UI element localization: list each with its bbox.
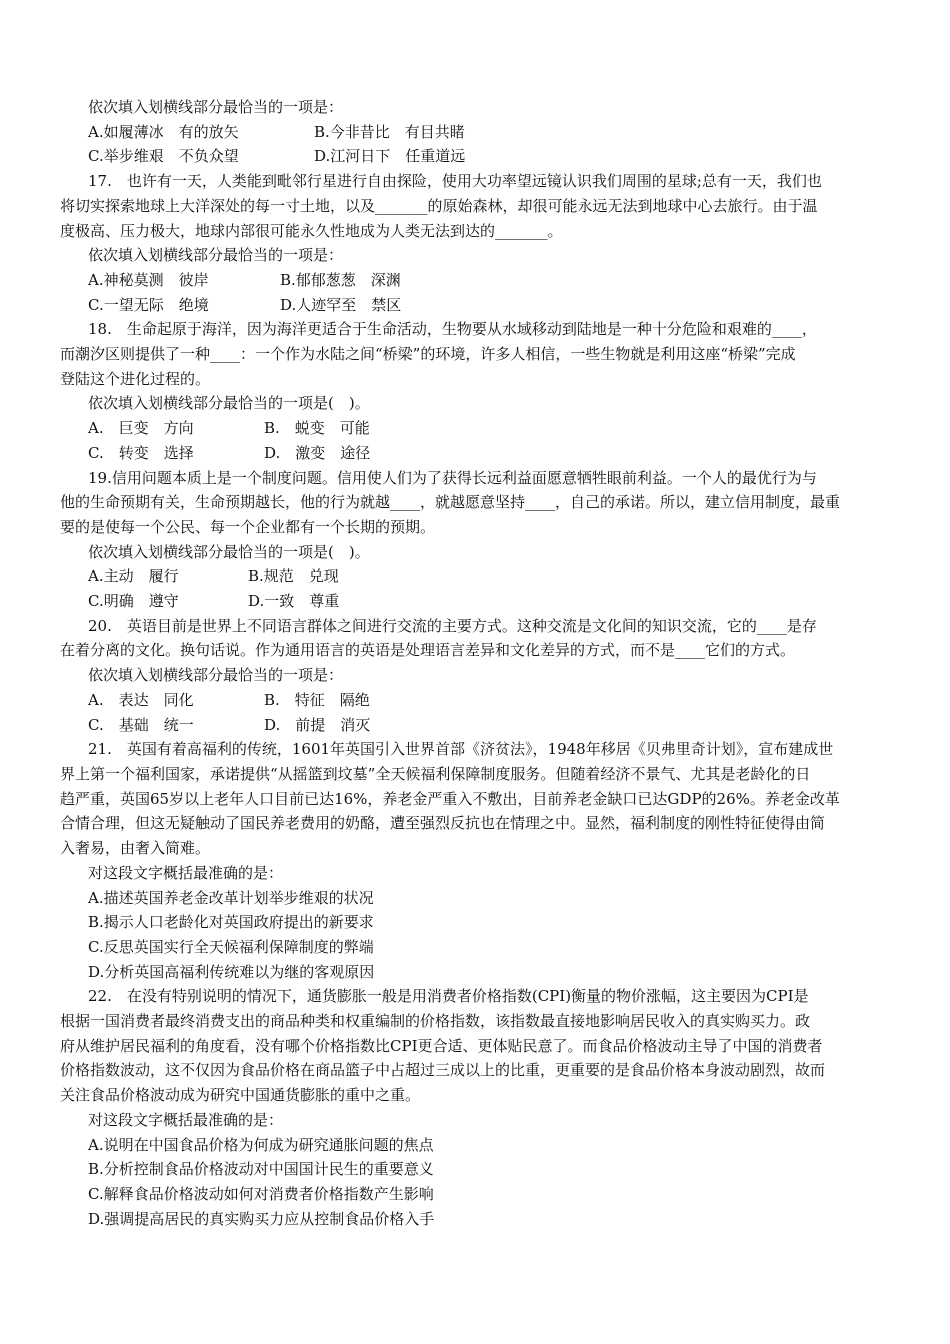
q18-option-b: B. 蜕变 可能 <box>264 419 370 438</box>
q18-text-line-3: 登陆这个进化过程的。 <box>60 369 211 388</box>
q20-text-line-1: 20. 英语目前是世界上不同语言群体之间进行交流的主要方式。这种交流是文化间的知识交流，它的____是存 <box>88 616 817 635</box>
q17-text-line-3: 度极高、压力极大，地球内部很可能永久性地成为人类无法到达的_______。 <box>60 221 563 240</box>
q21-text-line-5: 入奢易，由奢入简难。 <box>60 839 211 858</box>
q22-option-d: D.强调提高居民的真实购买力应从控制食品价格入手 <box>88 1209 435 1228</box>
q21-text-line-4: 合情合理，但这无疑触动了国民养老费用的奶酪，遭至强烈反抗也在情理之中。显然，福利制度的刚性特征使得由简 <box>60 814 826 833</box>
q17-options-row-2 <box>88 293 863 318</box>
q16-option-a: A.如履薄冰 有的放矢 <box>88 122 239 141</box>
q21-text-line-3: 趋严重，英国65岁以上老年人口目前已达16%，养老金严重入不敷出，目前养老金缺口已达GDP的26%。养老金改革 <box>60 789 840 808</box>
q20-prompt: 依次填入划横线部分最恰当的一项是： <box>88 666 344 685</box>
q22-text-line-1: 22. 在没有特别说明的情况下，通货膨胀一般是用消费者价格指数(CPI)衡量的物价涨幅，这主要因为CPI是 <box>88 987 809 1006</box>
q17-option-d: D.人迹罕至 禁区 <box>280 295 402 314</box>
q18-text-line-2: 而潮汐区则提供了一种____：一个作为水陆之间“桥梁”的环境，许多人相信，一些生物就是利用这座“桥梁”完成 <box>60 345 796 364</box>
q22-option-b: B.分析控制食品价格波动对中国国计民生的重要意义 <box>88 1160 434 1179</box>
q22-option-c: C.解释食品价格波动如何对消费者价格指数产生影响 <box>88 1184 434 1203</box>
q21-option-c: C.反思英国实行全天候福利保障制度的弊端 <box>88 937 374 956</box>
q20-option-a: A. 表达 同化 <box>88 690 194 709</box>
q16-option-d: D.江河日下 任重道远 <box>314 147 466 166</box>
q18-text-line-1: 18. 生命起原于海洋，因为海洋更适合于生命活动，生物要从水域移动到陆地是一种十分危险和艰难的____， <box>88 320 817 339</box>
q22-text-line-2: 根据一国消费者最终消费支出的商品种类和权重编制的价格指数，该指数最直接地影响居民收入的真实购买力。政 <box>60 1012 811 1031</box>
q19-options-row-2 <box>88 589 863 614</box>
q17-option-b: B.郁郁葱葱 深渊 <box>280 270 401 289</box>
q22-text-line-5: 关注食品价格波动成为研究中国通货膨胀的重中之重。 <box>60 1086 421 1105</box>
q18-option-a: A. 巨变 方向 <box>88 419 194 438</box>
q21-option-b: B.揭示人口老龄化对英国政府提出的新要求 <box>88 913 374 932</box>
q22-prompt: 对这段文字概括最准确的是： <box>88 1110 284 1129</box>
q17-option-c: C.一望无际 绝境 <box>88 295 209 314</box>
q17-option-a: A.神秘莫测 彼岸 <box>88 270 209 289</box>
q22-option-a: A.说明在中国食品价格为何成为研究通胀问题的焦点 <box>88 1135 434 1154</box>
q16-prompt: 依次填入划横线部分最恰当的一项是： <box>88 98 344 116</box>
q17-prompt: 依次填入划横线部分最恰当的一项是： <box>88 246 344 265</box>
q20-text-line-2: 在着分离的文化。换句话说。作为通用语言的英语是处理语言差异和文化差异的方式，而不是____它们的方式。 <box>60 641 796 660</box>
q19-option-a: A.主动 履行 <box>88 567 179 586</box>
document-page <box>60 95 863 1231</box>
q18-option-c: C. 转变 选择 <box>88 443 194 462</box>
q22-text-line-3: 府从维护居民福利的角度看，没有哪个价格指数比CPI更合适、更体贴民意了。而食品价格波动主导了中国的消费者 <box>60 1036 823 1055</box>
q18-prompt: 依次填入划横线部分最恰当的一项是( )。 <box>88 394 370 413</box>
q18-options-row-2 <box>88 441 863 466</box>
q17-text-line-2: 将切实探索地球上大洋深处的每一寸土地，以及_______的原始森林，却很可能永远无法到地球中心去旅行。由于温 <box>60 196 818 215</box>
q19-option-d: D.一致 尊重 <box>248 592 340 611</box>
q21-option-d: D.分析英国高福利传统难以为继的客观原因 <box>88 962 375 981</box>
q16-option-b: B.今非昔比 有目共睹 <box>314 122 465 141</box>
q19-text-line-3: 要的是使每一个公民、每一个企业都有一个长期的预期。 <box>60 517 436 536</box>
q17-text-line-1: 17. 也许有一天，人类能到毗邻行星进行自由探险，使用大功率望远镜认识我们周围的星球;总有一天，我们也 <box>88 172 822 191</box>
q19-options-row-1 <box>88 564 863 589</box>
q18-options-row-1 <box>88 416 863 441</box>
q19-option-c: C.明确 遵守 <box>88 592 179 611</box>
q20-options-row-1 <box>88 688 863 713</box>
q16-options-row-2 <box>88 144 863 169</box>
q16-option-c: C.举步维艰 不负众望 <box>88 147 239 166</box>
q21-text-line-2: 界上第一个福利国家，承诺提供“从摇篮到坟墓”全天候福利保障制度服务。但随着经济不景气、尤其是老龄化的日 <box>60 764 811 783</box>
q17-options-row-1 <box>88 268 863 293</box>
q20-options-row-2 <box>88 713 863 738</box>
q19-text-line-2: 他的生命预期有关，生命预期越长，他的行为就越____，就越愿意坚持____，自己的承诺。所以，建立信用制度，最重 <box>60 493 841 512</box>
q19-option-b: B.规范 兑现 <box>248 567 339 586</box>
q21-prompt: 对这段文字概括最准确的是： <box>88 863 284 882</box>
q21-text-line-1: 21. 英国有着高福利的传统，1601年英国引入世界首部《济贫法》，1948年移居《贝弗里奇计划》，宣布建成世 <box>88 740 834 759</box>
q21-option-a: A.描述英国养老金改革计划举步维艰的状况 <box>88 888 374 907</box>
q20-option-c: C. 基础 统一 <box>88 715 194 734</box>
q19-prompt: 依次填入划横线部分最恰当的一项是( )。 <box>88 542 370 561</box>
q22-text-line-4: 价格指数波动，这不仅因为食品价格在商品篮子中占超过三成以上的比重，更重要的是食品价格本身波动剧烈，故而 <box>60 1061 826 1080</box>
q20-option-b: B. 特征 隔绝 <box>264 690 370 709</box>
q19-text-line-1: 19.信用问题本质上是一个制度问题。信用使人们为了获得长远利益面愿意牺牲眼前利益。一个人的最优行为与 <box>88 468 817 487</box>
q18-option-d: D. 激变 途径 <box>264 443 371 462</box>
q20-option-d: D. 前提 消灭 <box>264 715 371 734</box>
q16-options-row-1 <box>88 120 863 145</box>
